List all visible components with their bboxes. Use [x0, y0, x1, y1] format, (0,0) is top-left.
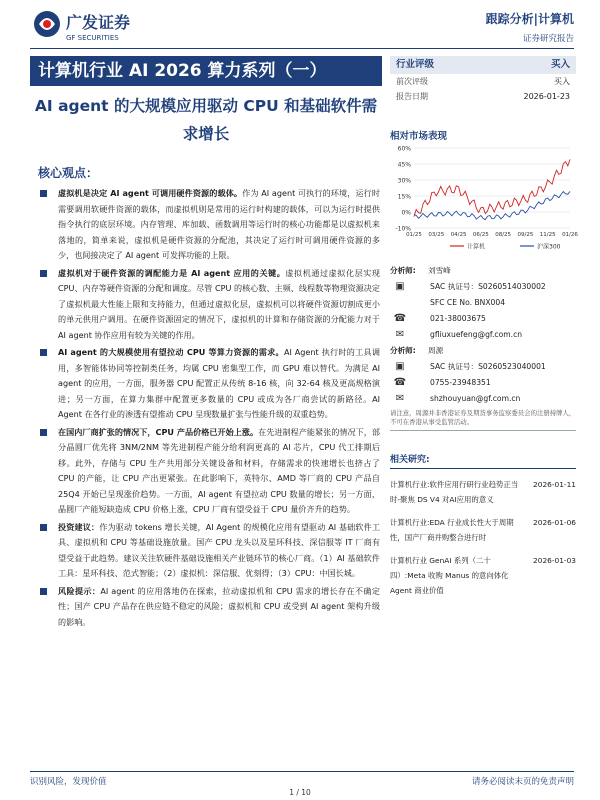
related-item-text[interactable]: 计算机行业:软件应用行研行业趋势正当时-聚焦 DS V4 对AI应用的意义	[390, 480, 519, 504]
paragraph-lead: 虚拟机是决定 AI agent 可调用硬件资源的载体。	[58, 188, 243, 198]
related-item[interactable]	[390, 553, 576, 598]
related-item[interactable]	[390, 477, 576, 507]
logo-text-en: GF SECURITIES	[66, 34, 119, 42]
legend-label: 沪深300	[537, 243, 561, 251]
analyst-row[interactable]	[390, 390, 576, 406]
report-subtype: 证券研究报告	[522, 34, 574, 44]
related-item-date: 2026-01-06	[533, 518, 576, 527]
gf-securities-logo	[30, 6, 170, 46]
analyst-row[interactable]	[390, 326, 576, 342]
analyst-row	[390, 342, 576, 358]
core-points-heading: 核心观点：	[38, 166, 99, 180]
core-paragraph	[38, 186, 380, 264]
analyst-sac: SAC 执证号：S0260514030002	[430, 281, 546, 291]
paragraph-text: AI agent 的应用落地仍在探索，拉动虚拟机和 CPU 需求的增长存在不确定性；国产 CPU 产品存在供应链不稳定的风险；虚拟机和 CPU 或受到 AI agent 架构升级的影响。	[58, 585, 380, 627]
analyst-label: 分析师:	[390, 265, 416, 275]
footer-divider	[30, 771, 574, 772]
phone-icon: ☎	[393, 312, 407, 324]
related-item-date: 2026-01-03	[533, 556, 576, 565]
relative-market-chart	[390, 142, 576, 252]
bullet-square-icon	[40, 349, 47, 356]
analyst-email[interactable]: shzhouyuan@gf.com.cn	[430, 393, 521, 403]
rating-value: 2026-01-23	[523, 92, 570, 101]
rating-head-row	[390, 56, 576, 74]
x-tick-label: 06/25	[472, 232, 489, 238]
id-card-icon: ▣	[395, 280, 405, 292]
rating-table	[390, 56, 576, 104]
rating-value: 买入	[554, 77, 570, 86]
analyst-row	[390, 294, 576, 310]
id-card-icon: ▣	[395, 360, 405, 372]
core-points-body	[38, 186, 380, 632]
paragraph-text: 虚拟机通过虚拟化层实现 CPU、内存等硬件资源的分配和调度。尽管 CPU 的核心数、主频、线程数等物理资源决定了虚拟机最大性能上限和支持能力，但通过虚拟化层，虚拟机可以将硬件资源切割成更小的单元供用户调用。在硬件资源固定的情况下，虚拟机的计算和存储资源的分配能力对于 AI agent 协作应用有较为关键的作用。	[58, 267, 380, 340]
paragraph-text: 在先进制程产能紧张的情况下，部分晶圆厂优先将 3NM/2NM 等先进制程产能分给利润更高的 AI 芯片，CPU 代工排期后移。此外，存储与 CPU 生产共用部分关键设备和材料，存储需求的快速增长也挤占了 CPU 的产能，让 CPU 产出更紧张。在此影响下，英特尔、AMD 等厂商的 CPU 产品自 25Q4 开始已呈现涨价趋势。一方面，AI agent 有望拉动 CPU 数量的增长；另一方面，晶圆厂产能短缺造成 CPU 价格上涨，CPU 厂商有望受益于 CPU 量价齐升的趋势。	[58, 426, 380, 514]
y-tick-label: 0%	[401, 209, 411, 217]
y-tick-label: 15%	[397, 193, 411, 201]
related-item-text[interactable]: 计算机行业 GenAI 系列（二十四）:Meta 收购 Manus 的意向体化 Agent 商业价值	[390, 556, 509, 595]
x-tick-label: 09/25	[517, 232, 534, 238]
x-tick-label: 01/25	[406, 232, 422, 238]
y-tick-label: -10%	[395, 225, 411, 233]
analyst-name: 刘雪峰	[428, 265, 451, 275]
x-tick-label: 01/26	[562, 232, 578, 238]
rating-head-value: 买入	[550, 59, 570, 70]
analyst-name: 周源	[428, 345, 444, 355]
rating-key: 前次评级	[396, 77, 428, 86]
header-divider	[30, 48, 574, 49]
analyst-sfc: SFC CE No. BNX004	[430, 297, 506, 307]
analyst-disclaimer: 请注意，周源并非香港证券及期货事务监察委员会的注册持牌人，不可在香港从事受监管活动。	[390, 409, 576, 431]
paragraph-lead: 投资建议：	[58, 521, 100, 532]
core-paragraph	[38, 266, 380, 344]
mail-icon: ✉	[395, 328, 405, 340]
core-paragraph	[38, 425, 380, 518]
related-title: 相关研究:	[390, 452, 576, 469]
analyst-block	[390, 262, 576, 431]
phone-icon: ☎	[393, 376, 407, 388]
analyst-row	[390, 278, 576, 294]
rating-row	[390, 74, 576, 89]
y-tick-label: 45%	[397, 161, 411, 169]
bullet-square-icon	[40, 270, 47, 277]
paragraph-text: 作为驱动 tokens 增长关键，AI Agent 的规模化应用有望驱动 AI 基础软件工具、虚拟机和 CPU 等基础设施放量。国产 CPU 龙头以及星环科技、深信服等 IT 厂商有望受益于此趋势。建议关注软硬件基础设施相关产业链环节的核心厂商。（1）AI 基础软件工具：星环科技、范式智能；（2）虚拟机：深信服、优刻得；（3）CPU：中国长城。	[58, 521, 380, 578]
rating-row	[390, 89, 576, 104]
page-number: 1 / 10	[289, 788, 311, 797]
rating-key: 报告日期	[396, 92, 428, 101]
report-header	[0, 0, 600, 52]
paragraph-text: AI Agent 执行时的工具调用，多智能体协同等控制类任务，均属 CPU 密集型工作，而 GPU 难以替代。为满足 AI agent 的应用，一方面，服务器 CPU 配置正从传统 8-16 核，向 32-64 核及更高规格演进；另一方面，在算力集群中配置更多数量的 CPU 或成为各厂商尝试的新路径。AI Agent 在各行业的渗透有望推动 CPU 呈现数量扩张与性能升级的双重趋势。	[58, 347, 380, 419]
core-paragraph	[38, 520, 380, 582]
paragraph-lead: 风险提示：	[58, 585, 101, 596]
footer-slogan: 识别风险，发现价值	[30, 777, 107, 787]
paragraph-lead: 虚拟机对于硬件资源的调配能力是 AI agent 应用的关键。	[58, 267, 286, 278]
mail-icon: ✉	[395, 392, 405, 404]
logo-text-cn: 广发证券	[66, 13, 131, 32]
y-tick-label: 30%	[397, 177, 411, 185]
paragraph-lead: 在国内厂商扩张的情况下，CPU 产品价格已开始上涨。	[58, 426, 259, 437]
bullet-square-icon	[40, 588, 47, 595]
series-line-1	[414, 159, 570, 216]
paragraph-text: 作为 AI agent 可执行的环境，运行时需要调用软硬件资源的载体，而虚拟机则是常用的运行时构建的载体，可以为运行时提供指令执行的底层环境。内存管理、库加载、函数调用等运行时的核心功能都是以虚拟机来落地的，简单来说，虚拟机是硬件资源的分配池，其决定了运行时可调用硬件资源的多少，也间接决定了 AI agent 可发挥功能的上限。	[58, 188, 380, 260]
report-subtitle: AI agent 的大规模应用驱动 CPU 和基础软件需求增长	[34, 97, 378, 143]
x-tick-label: 08/25	[495, 232, 512, 238]
core-paragraph	[38, 345, 380, 423]
related-item-text[interactable]: 计算机行业:EDA 行业成长性大于周期性，国产厂商并购整合进行时	[390, 518, 514, 542]
related-item[interactable]	[390, 515, 576, 545]
report-type: 跟踪分析|计算机	[485, 12, 574, 26]
analyst-phone: 021-38003675	[430, 313, 486, 323]
series-line-2	[414, 191, 570, 219]
analyst-row	[390, 374, 576, 390]
related-research	[390, 452, 576, 606]
analyst-row	[390, 310, 576, 326]
x-tick-label: 03/25	[428, 232, 445, 238]
footer-disclaimer-link[interactable]: 请务必阅读末页的免责声明	[471, 777, 574, 787]
rating-head-label: 行业评级	[396, 59, 435, 70]
x-tick-label: 11/25	[539, 232, 556, 238]
related-item-date: 2026-01-11	[533, 480, 576, 489]
paragraph-lead: AI agent 的大规模使用有望拉动 CPU 等算力资源的需求。	[58, 347, 284, 357]
y-tick-label: 60%	[397, 145, 411, 153]
core-paragraph	[38, 584, 380, 631]
analyst-phone: 0755-23948351	[430, 377, 491, 387]
bullet-square-icon	[40, 190, 47, 197]
analyst-sac: SAC 执证号：S0260523040001	[430, 361, 546, 371]
legend-label: 计算机	[467, 243, 486, 251]
analyst-email[interactable]: gfliuxuefeng@gf.com.cn	[430, 329, 523, 339]
bullet-square-icon	[40, 429, 47, 436]
analyst-label: 分析师:	[390, 345, 416, 355]
market-chart-title: 相对市场表现	[390, 131, 448, 142]
report-title: 计算机行业 AI 2026 算力系列（一）	[30, 56, 382, 86]
analyst-row	[390, 358, 576, 374]
analyst-row	[390, 262, 576, 278]
x-tick-label: 04/25	[450, 232, 467, 238]
bullet-square-icon	[40, 524, 47, 531]
